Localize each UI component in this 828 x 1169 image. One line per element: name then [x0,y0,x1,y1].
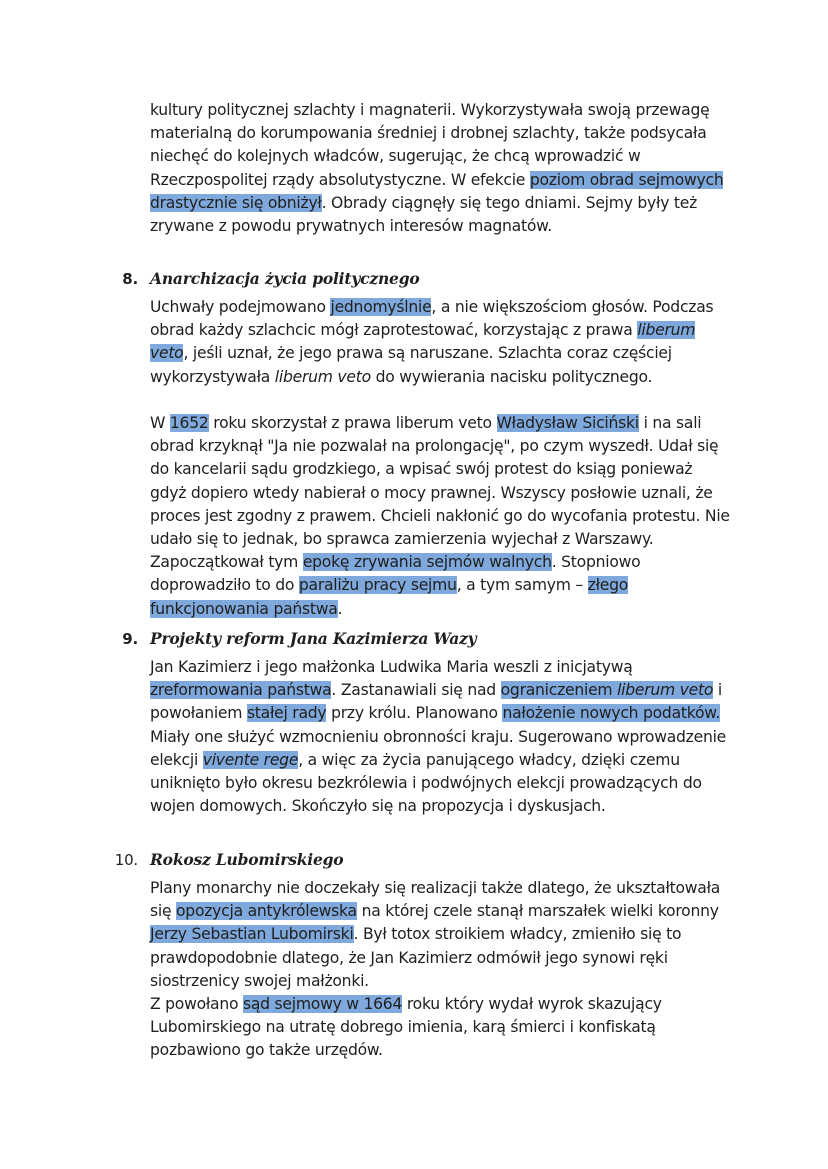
text-run: . Obrady ciągnęły się tego dniami. Sejmy były też zrywane z powodu prywatnych interesów magnatów. [150,193,698,236]
highlight: 1652 [169,414,209,432]
text-run: . [337,599,343,618]
text-run: . Był totox stroikiem władcy, zmieniło się to prawdopodobnie dlatego, że Jan Kazimierz odmówił jego synowi ręki siostrzenicy swojej małżonki. [150,925,682,990]
section-title: Anarchizacja życia politycznego [150,269,420,288]
highlight: liberum veto [617,681,714,700]
highlight: jednomyślnie [330,298,432,316]
text-run: , jeśli uznał, że jego prawa są naruszane. Szlachta coraz częściej wykorzystywała [150,344,672,386]
section-title: Projekty reform Jana Kazimierza Wazy [150,629,477,648]
highlight: vivente rege [202,750,299,769]
text-run: kultury politycznej szlachty i magnaterii. Wykorzystywała swoją przewagę materialną do korumpowania średniej i drobnej szlachty, także podsycała niechęć do kolejnych władców, sugerując, że chcą wprowadzić w Rzeczpospolitej rządy absolutystyczne. W efekcie [150,101,710,189]
text-run: przy królu. Planowano [326,704,503,723]
intro-paragraph [150,99,730,238]
highlight: liberum veto [150,321,696,363]
highlight: nałożenie nowych podatków. [502,704,721,723]
highlight: poziom obrad sejmowych drastycznie się obniżył [150,170,724,212]
section-9-paragraph [150,656,730,818]
text-run: . Stopniowo doprowadziło to do [150,553,641,595]
text-run: . Zastanawiali się nad [331,681,501,700]
highlight: ograniczeniem [500,681,618,700]
highlight: Jerzy Sebastian Lubomirski [150,925,354,944]
section-number: 9. [122,630,138,648]
section-10-paragraph-2 [150,993,730,1063]
highlight: sąd sejmowy w 1664 [243,995,403,1013]
text-run: , a tym samym – [456,576,588,595]
section-10-paragraph-1 [150,877,730,993]
section-8-paragraph-1 [150,296,730,389]
text-run: roku który wydał wyrok skazujący Lubomirskiego na utratę dobrego imienia, karą śmierci i konfiskatą pozbawiono go także urzędów. [150,995,662,1060]
text-run: roku skorzystał z prawa liberum veto [208,414,497,432]
section-title: Rokosz Lubomirskiego [150,850,344,869]
text-run: na której czele stanął marszałek wielki koronny [356,902,719,921]
text-run: Plany monarchy nie doczekały się realizacji także dlatego, że ukształtowała się [150,879,721,921]
text-run: i powołaniem [150,681,722,723]
text-run: Jan Kazimierz i jego małżonka Ludwika Maria weszli z inicjatywą [150,658,633,676]
text-run: W [150,414,170,432]
highlight: zreformowania państwa [150,681,332,700]
highlight: Władysław Siciński [496,414,639,432]
highlight: paraliżu pracy sejmu [298,576,457,595]
highlight: złego funkcjonowania państwa [150,576,629,618]
section-number: 8. [122,270,138,288]
text-run: , a więc za życia panującego władcy, dzięki czemu uniknięto było okresu bezkrólewia i podwójnych elekcji prowadzących do wojen domowych. Skończyło się na propozycja i dyskusjach. [150,750,702,816]
highlight: epokę zrywania sejmów walnych [302,553,552,572]
text-run: do wywierania nacisku politycznego. [370,367,653,386]
text-run: Z powołano [150,995,243,1013]
text-run: i na sali obrad krzyknął "Ja nie pozwalał na prolongację", po czym wyszedł. Udał się do kancelarii sądu grodzkiego, a wpisać swój protest do ksiąg ponieważ gdyż dopiero wtedy nabierał o mocy prawnej. Wszyscy posłowie uznali, że proces jest zgodny z prawem. Chcieli nakłonić go do wycofania protestu. Nie udało się to jednak, bo sprawca zamierzenia wyjechał z Warszawy. Zapoczątkował tym [150,414,730,572]
section-number: 10. [114,851,138,869]
text-run: , a nie większościom głosów. Podczas obrad każdy szlachcic mógł zaprotestować, korzystając z prawa [150,298,714,340]
text-run: Uchwały podejmowano [150,298,331,316]
highlight: opozycja antykrólewska [176,902,357,921]
italic-term: liberum veto [274,367,371,386]
section-8-paragraph-2 [150,412,730,621]
highlight: stałej rady [246,704,327,723]
text-run: Miały one służyć wzmocnieniu obronności kraju. Sugerowano wprowadzenie elekcji [150,727,727,769]
